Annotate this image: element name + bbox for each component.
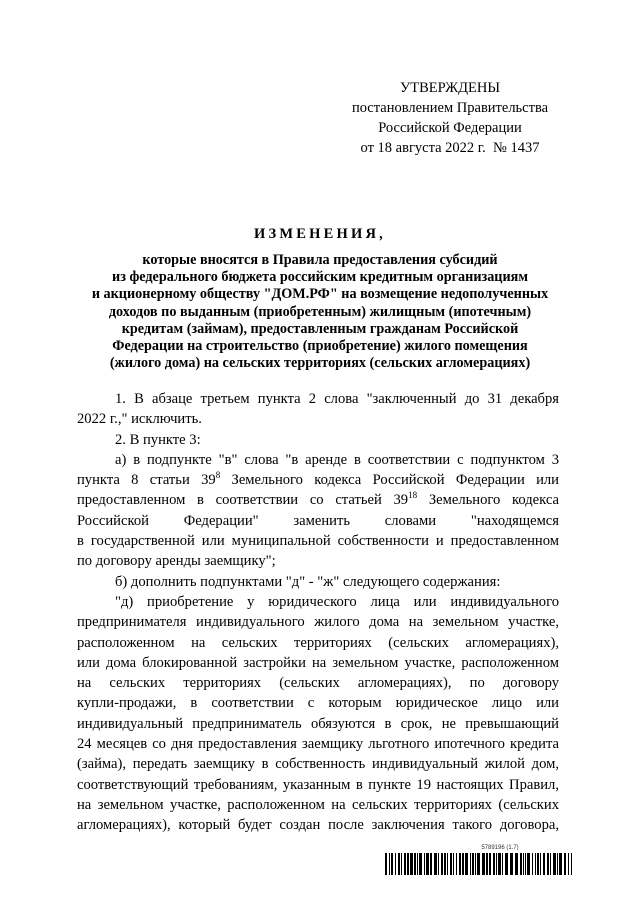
body-line: в государственной или муниципальной собственности и предоставленном (77, 533, 559, 550)
body-line: а) в подпункте "в" слова "в аренде в соответствии с подпунктом 3 (115, 451, 559, 468)
body-line: по договору аренды заемщику"; (77, 553, 276, 570)
superscript: 18 (408, 490, 418, 501)
body-line: "д) приобретение у юридического лица или индивидуального (115, 593, 559, 610)
body-line: на сельских территориях (сельских агломерациях), по договору (77, 675, 559, 692)
approval-line-1: постановлением Правительства (351, 100, 549, 116)
subtitle-line: доходов по выданным (приобретенным) жилищным (ипотечным) (108, 303, 532, 320)
approval-block (330, 78, 570, 158)
body-line (77, 490, 559, 510)
body-line: Российской Федерации" заменить словами "находящемся (77, 512, 559, 529)
body-line: купли-продажи, в соответствии с которым юридическое лицо или (77, 695, 559, 712)
subtitle-line: и акционерному обществу "ДОМ.РФ" на возмещение недополученных (91, 286, 549, 303)
approval-heading: УТВЕРЖДЕНЫ (399, 80, 501, 96)
body-line: б) дополнить подпунктами "д" - "ж" следующего содержания: (115, 573, 501, 590)
body-line: соответствующий требованиям, указанным в пункте 19 настоящих Правил, (77, 776, 559, 793)
text-segment: предоставленном в соответствии со статьей 39 (77, 492, 409, 509)
body-line: индивидуальный предприниматель обязуются в срок, не превышающий (77, 715, 559, 732)
barcode-block (385, 845, 575, 875)
document-body (77, 389, 559, 836)
superscript: 8 (215, 470, 221, 481)
barcode-id: 5789196 (1.7) (481, 845, 519, 851)
body-line: 24 месяцев со дня предоставления заемщику льготного ипотечного кредита (77, 736, 559, 753)
body-line: 2. В пункте 3: (115, 431, 201, 448)
subtitle-line: из федерального бюджета российским кредитным организациям (112, 269, 528, 286)
body-line: агломерациях), который будет создан после заключения такого договора, (77, 817, 559, 834)
subtitle-line: которые вносятся в Правила предоставления субсидий (142, 252, 498, 268)
body-line: 1. В абзаце третьем пункта 2 слова "заключенный до 31 декабря (115, 391, 559, 407)
subtitle-line: Федерации на строительство (приобретение) жилого помещения (112, 338, 528, 355)
text-segment: Земельного кодекса (417, 492, 559, 509)
body-line: на земельном участке, расположенном на сельских территориях (сельских (77, 796, 559, 813)
body-line: предпринимателя индивидуального жилого дома на земельном участке, (77, 614, 559, 631)
approval-line-2: Российской Федерации (378, 120, 522, 136)
body-line (77, 470, 559, 490)
body-line: 2022 г.," исключить. (77, 411, 202, 428)
body-line: расположенном на сельских территориях (сельских агломерациях), (77, 634, 559, 651)
subtitle-line: (жилого дома) на сельских территориях (сельских агломерациях) (109, 355, 531, 372)
document-title: ИЗМЕНЕНИЯ, (254, 226, 386, 242)
text-segment: Земельного кодекса Российской Федерации или (220, 472, 559, 489)
document-subtitle (62, 252, 578, 372)
approval-date-number: от 18 августа 2022 г. № 1437 (360, 140, 540, 156)
subtitle-line: кредитам (займам), предоставленным гражданам Российской (121, 320, 519, 337)
text-segment: пункта 8 статьи 39 (77, 472, 216, 489)
body-line: или дома блокированной застройки на земельном участке, расположенном (77, 654, 559, 671)
body-line: (займа), передать заемщику в собственность индивидуальный жилой дом, (77, 756, 559, 773)
barcode-image (385, 853, 573, 875)
